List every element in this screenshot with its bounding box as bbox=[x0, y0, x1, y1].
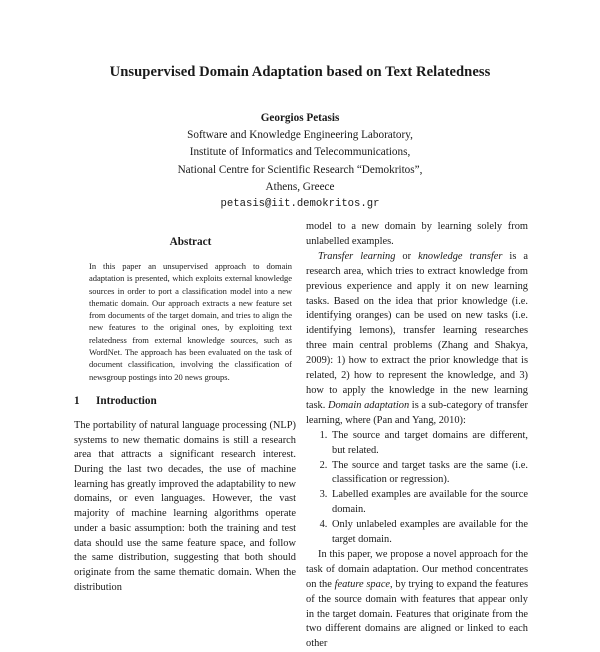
list-item: 1. The source and target domains are different, but related. bbox=[330, 429, 528, 459]
author-email[interactable]: petasis@iit.demokritos.gr bbox=[220, 198, 380, 211]
term-transfer-learning: Transfer learning bbox=[318, 250, 396, 262]
transfer-learning-paragraph bbox=[306, 250, 528, 429]
domain-adaptation-text: is a sub-category of transfer learning, where (Pan and Yang, 2010): bbox=[306, 399, 528, 426]
author-affiliation-lab: Software and Knowledge Engineering Laboratory, bbox=[187, 129, 413, 142]
term-feature-space: feature space bbox=[334, 578, 391, 590]
list-item: 2. The source and target tasks are the same (i.e. classification or regression). bbox=[330, 459, 528, 489]
domain-adaptation-conditions-list bbox=[306, 429, 528, 548]
author-location: Athens, Greece bbox=[265, 180, 335, 193]
proposal-text-start: In this paper, we propose a novel approach for the task of domain adaptation. Our method concentrates on the bbox=[306, 548, 528, 590]
section-title: Introduction bbox=[96, 394, 157, 407]
author-block bbox=[0, 110, 600, 213]
list-item: 3. Labelled examples are available for the source domain. bbox=[330, 488, 528, 518]
author-affiliation-centre: National Centre for Scientific Research “Demokritos”, bbox=[177, 163, 423, 176]
author-affiliation-institute: Institute of Informatics and Telecommunications, bbox=[189, 146, 411, 159]
abstract-heading: Abstract bbox=[169, 236, 212, 248]
term-domain-adaptation: Domain adaptation bbox=[327, 399, 410, 411]
list-item: 4. Only unlabeled examples are available for the target domain. bbox=[330, 518, 528, 548]
left-column bbox=[74, 236, 306, 595]
author-name: Georgios Petasis bbox=[260, 112, 340, 124]
transfer-learning-text: is a research area, which tries to extract knowledge from previous experience and apply it on new learning tasks. Based on the idea that prior knowledge (i.e. identifying oranges) can be used on new tasks (i.e. identifying lemons), transfer learning researches three main central problems (Zhang and Shakya, 2009): 1) how to extract the prior knowledge that is related, 2) how to represent the knowledge, and 3) how to apply the knowledge in the new learning task. bbox=[306, 250, 528, 411]
term-knowledge-transfer: knowledge transfer bbox=[418, 250, 503, 262]
abstract-text: In this paper an unsupervised approach to domain adaptation is presented, which exploits external knowledge sources in order to port a classification model into a new thematic domain. Our approach extracts a new feature set from documents of the target domain, and tries to align the new features to the original ones, by exploiting text relatedness from external knowledge sources, such as WordNet. The approach has been evaluated on the task of document classification, involving the classification of newsgroup postings into 20 news groups. bbox=[89, 261, 292, 382]
introduction-paragraph: The portability of natural language processing (NLP) systems to new thematic domains is still a research area that attracts a significant research interest. During the last two decades, the use of machine learning has greatly improved the adaptability to new domains, or even languages. However, the vast majority of machine learning algorithms operate under a basic assumption: both the training and test data should use the same feature space, and follow the same distribution, suggesting that both should originate from the same thematic domain. When the distribution bbox=[74, 419, 296, 593]
section-heading bbox=[74, 395, 306, 407]
proposal-text-end: , by trying to expand the features of the source domain with features that appear only in the target domain. Features that originate from the two different domains are aligned or linked to each other bbox=[306, 578, 528, 650]
paper-title: Unsupervised Domain Adaptation based on Text Relatedness bbox=[109, 64, 491, 80]
continuation-paragraph: model to a new domain by learning solely from unlabelled examples. bbox=[306, 221, 528, 247]
conjunction-or: or bbox=[395, 250, 419, 262]
section-number: 1 bbox=[74, 394, 80, 407]
right-column bbox=[306, 220, 528, 652]
